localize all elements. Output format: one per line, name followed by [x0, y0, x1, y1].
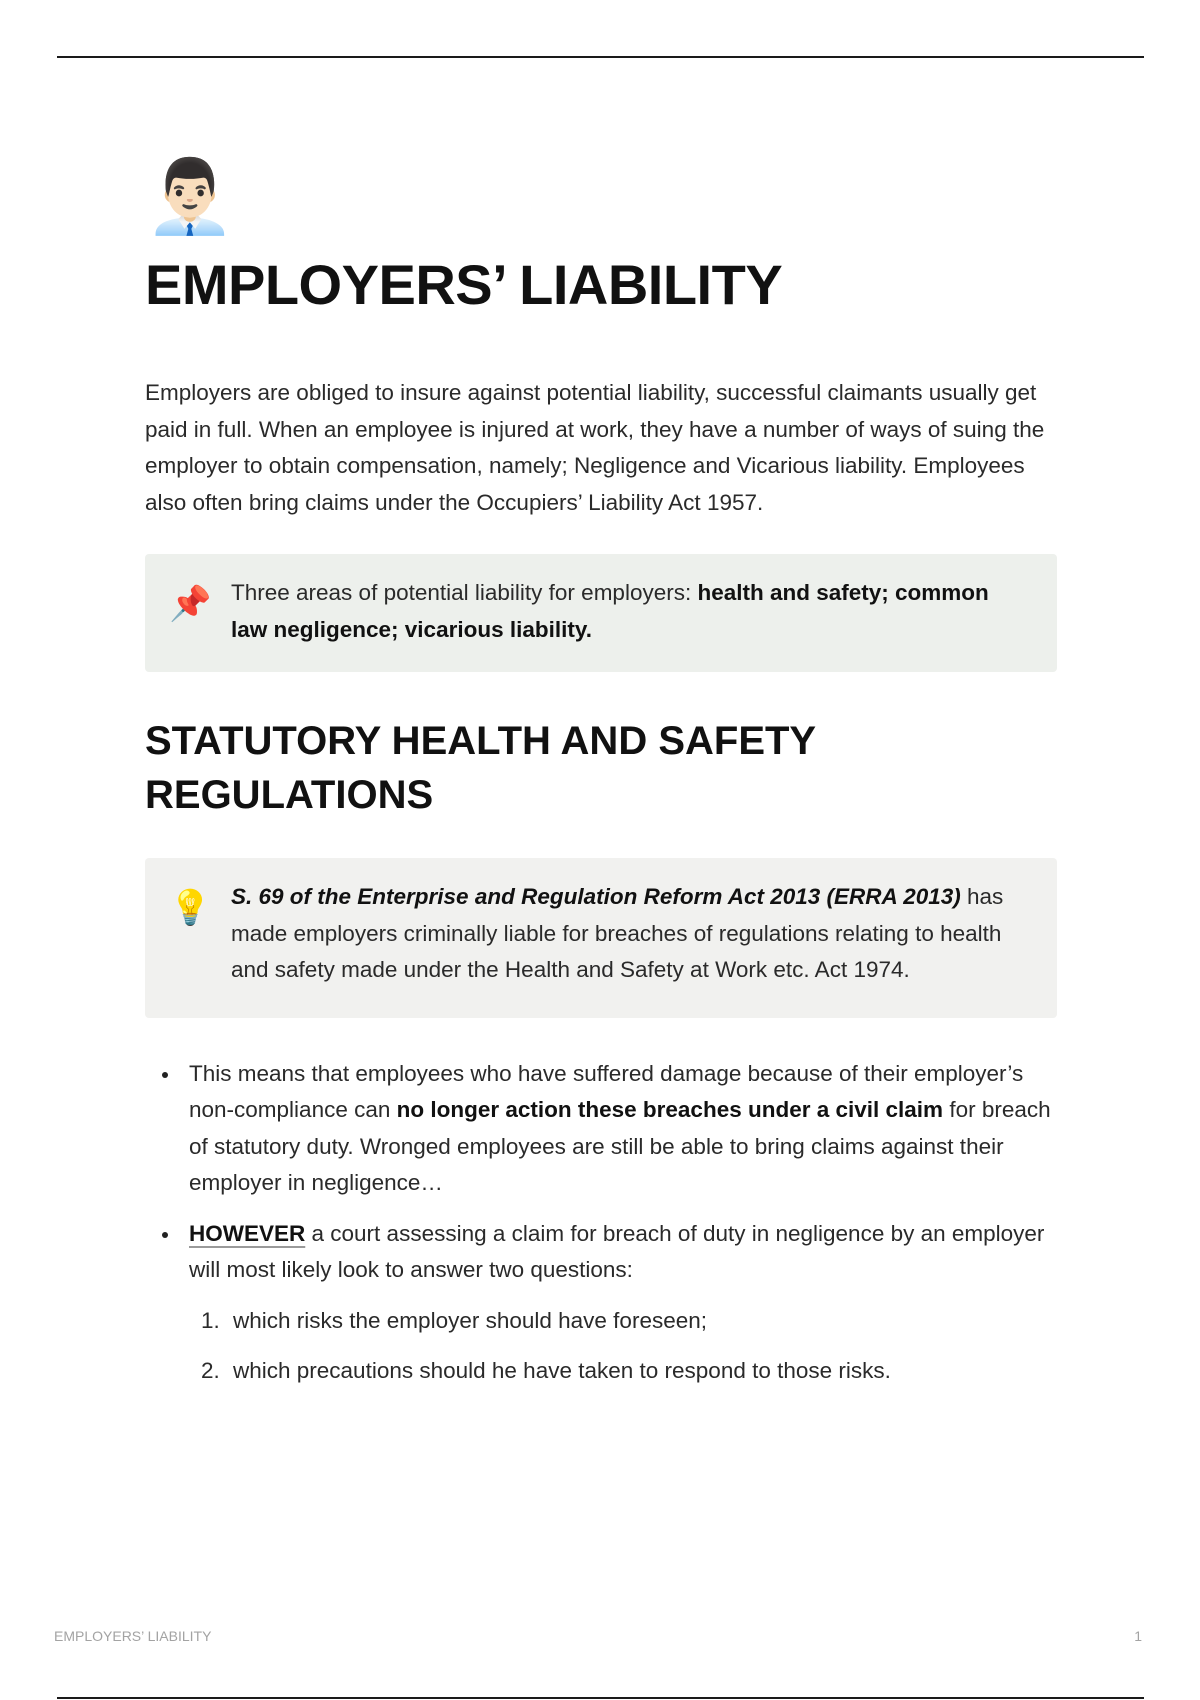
numbered-item — [201, 1303, 1057, 1340]
bullet-list — [145, 1056, 1057, 1390]
intro-paragraph: Employers are obliged to insure against potential liability, successful claimants usually get paid in full. When an employee is injured at work, they have a number of ways of suing the employer to obtain compensation, namely; Negligence and Vicarious liability. Employees also often bring claims under the Occupiers’ Liability Act 1957. — [145, 380, 1045, 515]
list-item-text: for breach of statutory duty. Wronged employees are still be able to bring claims against their employer in negligence… — [189, 1097, 1051, 1195]
section-heading: STATUTORY HEALTH AND SAFETY REGULATIONS — [145, 719, 816, 817]
callout-text-plain: has made employers criminally liable for breaches of regulations relating to health and safety made under the Health and Safety at Work etc. Act 1974. — [231, 884, 1004, 982]
page-title: EMPLOYERS’ LIABILITY — [145, 253, 783, 316]
item-number: 1. — [201, 1307, 220, 1333]
callout-text — [231, 575, 1031, 648]
lightbulb-icon: 💡 — [169, 889, 212, 927]
footer-title: EMPLOYERS’ LIABILITY — [54, 1628, 212, 1644]
numbered-item — [201, 1353, 1057, 1390]
businessman-icon: 👨🏻‍💼 — [145, 157, 235, 237]
top-rule — [57, 56, 1144, 58]
callout-erra — [145, 858, 1057, 1018]
item-number: 2. — [201, 1358, 220, 1383]
list-item — [189, 1056, 1057, 1202]
numbered-item-text: which precautions should he have taken to respond to those risks. — [233, 1358, 891, 1383]
bottom-rule — [57, 1697, 1144, 1699]
pushpin-icon: 📌 — [169, 585, 212, 623]
page-number: 1 — [1134, 1628, 1142, 1644]
callout-text — [231, 879, 1031, 989]
list-item-text: This means that employees who have suffered damage because of their employer’s non-compliance can — [189, 1060, 1024, 1122]
list-item-bold: no longer action these breaches under a civil claim — [396, 1097, 944, 1122]
page-content — [145, 155, 1057, 1404]
however-emphasis: HOWEVER — [189, 1220, 306, 1246]
callout-text-bold: health and safety; common law negligence; vicarious liability. — [231, 580, 989, 642]
callout-text-plain: Three areas of potential liability for employers: — [231, 580, 698, 605]
numbered-list — [189, 1303, 1057, 1390]
statute-reference: S. 69 of the Enterprise and Regulation Reform Act 2013 (ERRA 2013) — [231, 884, 961, 909]
callout-liability-areas — [145, 554, 1057, 672]
list-item-text: a court assessing a claim for breach of duty in negligence by an employer will most likely look to answer two questions: — [189, 1220, 1045, 1282]
numbered-item-text: which risks the employer should have foreseen; — [233, 1307, 707, 1333]
list-item — [189, 1216, 1057, 1390]
